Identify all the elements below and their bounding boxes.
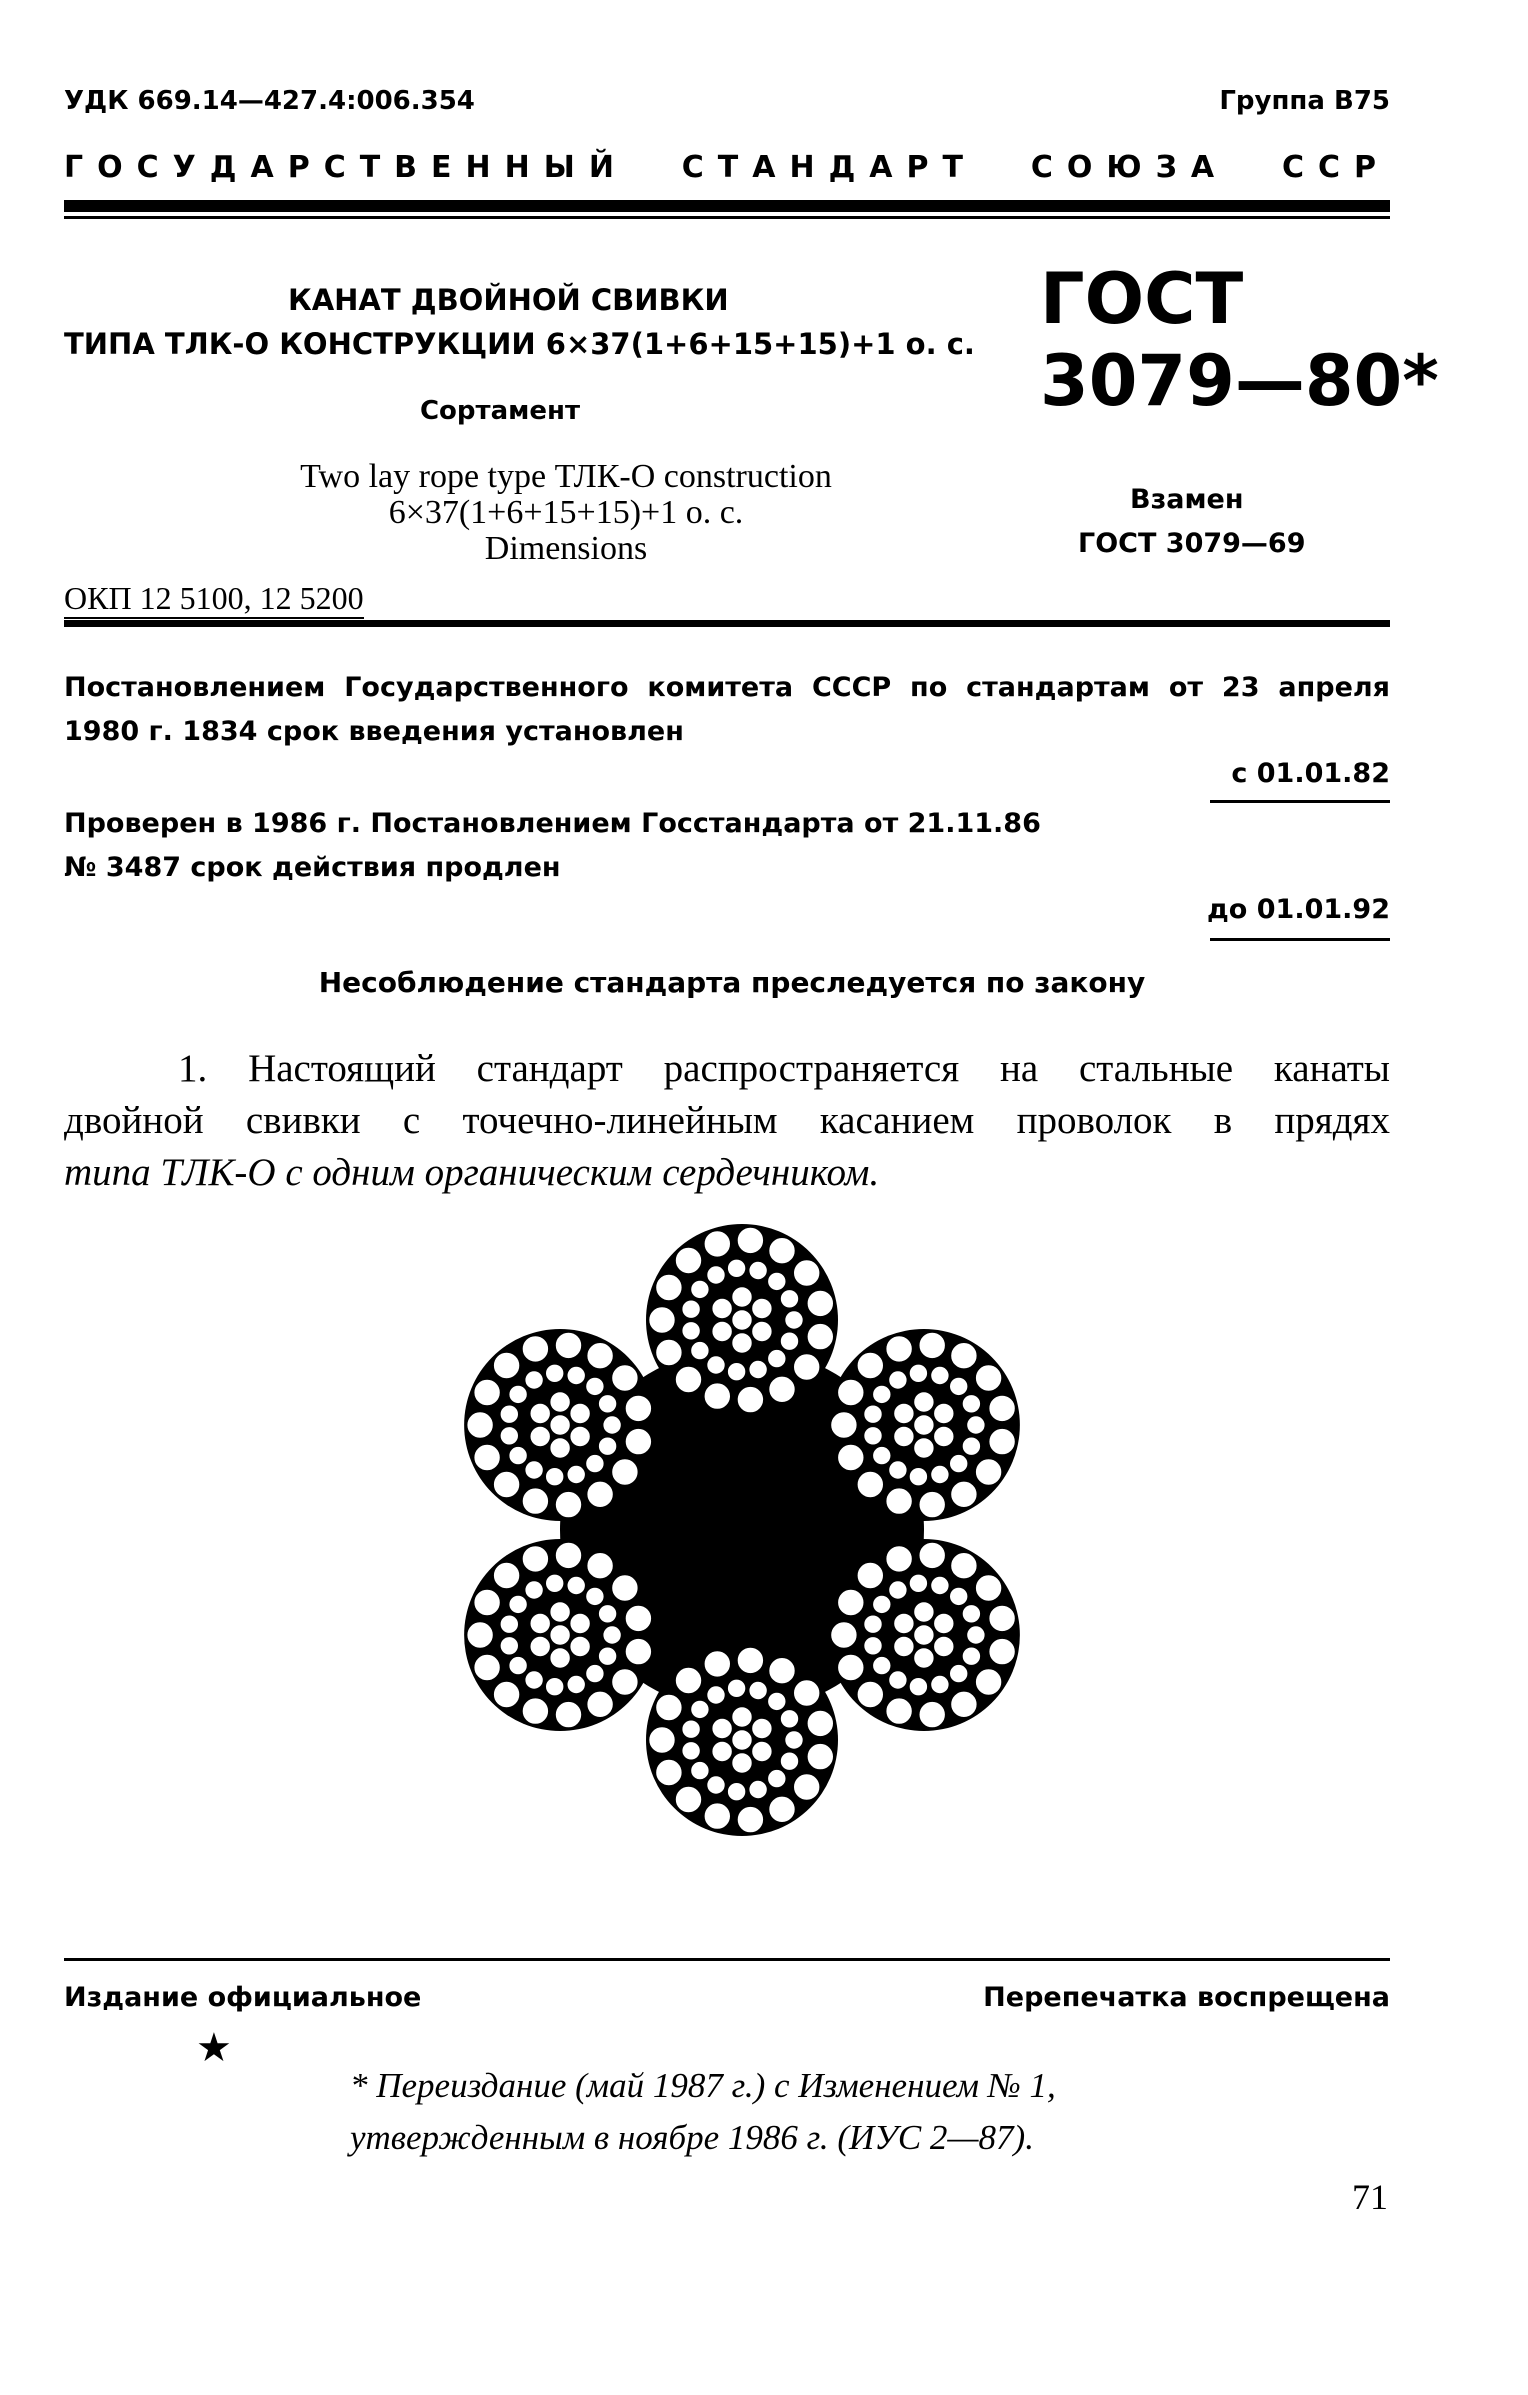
rope-wire — [837, 1444, 865, 1472]
state-standard-word: СОЮЗА — [1030, 150, 1229, 185]
rope-wire — [872, 1446, 892, 1466]
rope-wire — [555, 1331, 583, 1359]
rope-wire — [529, 1426, 551, 1448]
rope-wire — [675, 1366, 703, 1394]
rope-wire — [837, 1654, 865, 1682]
rope-wire — [524, 1460, 544, 1480]
top-thin-rule — [64, 216, 1390, 219]
rope-wire — [885, 1545, 913, 1573]
reprint-prohibited-label: Перепечатка воспрещена — [983, 1982, 1390, 2013]
rope-wire — [681, 1719, 701, 1739]
rope-wire — [863, 1404, 883, 1424]
rope-wire — [793, 1353, 821, 1381]
state-standard-word: СТАНДАРТ — [681, 150, 977, 185]
rope-wire — [521, 1545, 549, 1573]
rope-wire — [602, 1415, 622, 1435]
rope-wire — [736, 1386, 764, 1414]
rope-wire — [837, 1379, 865, 1407]
rope-wire — [549, 1391, 571, 1413]
rope-wire — [856, 1562, 884, 1590]
rope-wire — [706, 1685, 726, 1705]
rope-wire — [806, 1323, 834, 1351]
rope-wire — [681, 1299, 701, 1319]
rope-wire — [913, 1391, 935, 1413]
rope-wire — [499, 1426, 519, 1446]
rope-wire — [473, 1379, 501, 1407]
rope-wire — [933, 1613, 955, 1635]
rope-wire — [748, 1780, 768, 1800]
rope-wire — [566, 1576, 586, 1596]
rope-wire — [975, 1458, 1003, 1486]
rope-wire — [893, 1426, 915, 1448]
rope-wire — [586, 1480, 614, 1508]
rope-wire — [706, 1355, 726, 1375]
rope-wire — [508, 1384, 528, 1404]
rope-wire — [586, 1552, 614, 1580]
rope-wire — [806, 1743, 834, 1771]
page-number: 71 — [1352, 2177, 1388, 2217]
rope-wire — [549, 1624, 571, 1646]
rope-wire — [569, 1613, 591, 1635]
rope-wire — [949, 1586, 969, 1606]
middle-rule — [64, 620, 1390, 627]
rope-wire — [736, 1806, 764, 1834]
rope-wire — [473, 1444, 501, 1472]
rope-wire — [493, 1471, 521, 1499]
rope-wire — [863, 1614, 883, 1634]
rope-wire — [872, 1384, 892, 1404]
rope-wire — [508, 1656, 528, 1676]
rope-wire — [690, 1341, 710, 1361]
rope-wire — [961, 1604, 981, 1624]
udk-code: УДК 669.14—427.4:006.354 — [64, 86, 475, 116]
rope-wire — [806, 1709, 834, 1737]
rope-wire — [508, 1446, 528, 1466]
rope-wire — [493, 1681, 521, 1709]
rope-wire — [711, 1321, 733, 1343]
rope-wire — [521, 1335, 549, 1363]
rope-wire — [961, 1394, 981, 1414]
rope-wire — [837, 1589, 865, 1617]
rope-wire — [768, 1657, 796, 1685]
rope-strand — [646, 1644, 838, 1836]
rope-wire — [499, 1636, 519, 1656]
rope-wire — [569, 1636, 591, 1658]
state-standard-word: ССР — [1281, 150, 1390, 185]
rope-wire — [555, 1701, 583, 1729]
rope-wire — [780, 1751, 800, 1771]
sortament-subtitle: Сортамент — [419, 396, 581, 426]
rope-strand — [828, 1539, 1020, 1731]
rope-wire — [784, 1310, 804, 1330]
rope-wire — [918, 1491, 946, 1519]
rope-wire — [569, 1403, 591, 1425]
paragraph-1-line-1: 1. Настоящий стандарт распространяется на стальные канаты — [178, 1047, 1390, 1090]
rope-wire — [585, 1586, 605, 1606]
rope-wire — [473, 1654, 501, 1682]
replaces-value: ГОСТ 3079—69 — [1078, 528, 1306, 559]
gost-label: ГОСТ — [1040, 258, 1244, 340]
rope-wire — [648, 1306, 676, 1334]
rope-wire — [767, 1769, 787, 1789]
english-title-line-1: Two lay rope type ТЛК-О construction — [300, 458, 832, 495]
rope-wire — [611, 1574, 639, 1602]
rope-wire — [863, 1636, 883, 1656]
rope-wire — [950, 1480, 978, 1508]
replaces-label: Взамен — [1130, 484, 1244, 515]
rope-wire — [566, 1465, 586, 1485]
rope-wire — [655, 1759, 683, 1787]
rope-wire — [473, 1589, 501, 1617]
rope-wire — [711, 1298, 733, 1320]
rope-wire — [751, 1298, 773, 1320]
rope-wire — [893, 1613, 915, 1635]
rope-wire — [748, 1681, 768, 1701]
rope-wire — [703, 1650, 731, 1678]
rope-wire — [893, 1636, 915, 1658]
star-icon: ★ — [196, 2025, 232, 2070]
rope-wire — [966, 1625, 986, 1645]
rope-wire — [586, 1690, 614, 1718]
rope-wire — [918, 1541, 946, 1569]
rope-wire — [529, 1636, 551, 1658]
rope-wire — [711, 1741, 733, 1763]
rope-wire — [975, 1574, 1003, 1602]
rope-wire — [908, 1573, 928, 1593]
rope-wire — [624, 1604, 652, 1632]
checked-line-1: Проверен в 1986 г. Постановлением Госстандарта от 21.11.86 — [64, 808, 1041, 839]
rope-wire — [586, 1342, 614, 1370]
rope-wire — [602, 1625, 622, 1645]
rope-wire — [545, 1363, 565, 1383]
rope-wire — [793, 1679, 821, 1707]
rope-wire — [950, 1342, 978, 1370]
rope-wire — [598, 1394, 618, 1414]
rope-wire — [872, 1656, 892, 1676]
paragraph-1-line-2: двойной свивки с точечно-линейным касанием проволок в прядях — [64, 1099, 1390, 1142]
rope-wire — [767, 1691, 787, 1711]
rope-cross-section-figure — [432, 1190, 1052, 1870]
rope-wire — [885, 1697, 913, 1725]
rope-wire — [549, 1414, 571, 1436]
rope-wire — [988, 1638, 1016, 1666]
rope-wire — [933, 1426, 955, 1448]
rope-wire — [863, 1426, 883, 1446]
rope-wire — [499, 1614, 519, 1634]
rope-wire — [731, 1309, 753, 1331]
rope-wire — [655, 1694, 683, 1722]
rope-wire — [913, 1624, 935, 1646]
rope-wire — [598, 1646, 618, 1666]
rope-wire — [930, 1675, 950, 1695]
resolution-line-2: 1980 г. 1834 срок введения установлен — [64, 716, 684, 747]
rope-wire — [727, 1258, 747, 1278]
rope-wire — [545, 1467, 565, 1487]
rope-wire — [913, 1414, 935, 1436]
rope-wire — [780, 1331, 800, 1351]
rope-wire — [736, 1226, 764, 1254]
official-edition-label: Издание официальное — [64, 1982, 422, 2013]
rope-wire — [655, 1274, 683, 1302]
footnote-line-2: утвержденным в ноябре 1986 г. (ИУС 2—87). — [350, 2118, 1034, 2157]
rope-wire — [727, 1362, 747, 1382]
rope-wire — [872, 1594, 892, 1614]
rope-wire — [545, 1573, 565, 1593]
state-standard-heading — [64, 150, 1390, 185]
rope-wire — [767, 1271, 787, 1291]
rope-wire — [690, 1761, 710, 1781]
rope-wire — [748, 1360, 768, 1380]
rope-wire — [549, 1437, 571, 1459]
checked-line-2: № 3487 срок действия продлен — [64, 852, 561, 883]
rope-wire — [751, 1718, 773, 1740]
rope-wire — [598, 1436, 618, 1456]
rope-wire — [888, 1460, 908, 1480]
rope-wire — [524, 1370, 544, 1390]
rope-wire — [885, 1487, 913, 1515]
rope-wire — [731, 1706, 753, 1728]
rope-wire — [681, 1741, 701, 1761]
rope-wire — [611, 1668, 639, 1696]
rope-wire — [566, 1366, 586, 1386]
rope-wire — [611, 1364, 639, 1392]
rope-wire — [918, 1701, 946, 1729]
rope-wire — [888, 1580, 908, 1600]
rope-wire — [731, 1752, 753, 1774]
rope-wire — [555, 1541, 583, 1569]
rope-wire — [690, 1699, 710, 1719]
rope-wire — [585, 1376, 605, 1396]
rope-wire — [856, 1681, 884, 1709]
rope-wire — [830, 1621, 858, 1649]
rope-wire — [768, 1795, 796, 1823]
rope-wire — [966, 1415, 986, 1435]
rope-wire — [888, 1370, 908, 1390]
rope-wire — [555, 1491, 583, 1519]
rope-wire — [703, 1230, 731, 1258]
rope-wire — [466, 1621, 494, 1649]
rope-wire — [949, 1664, 969, 1684]
rope-wire — [768, 1375, 796, 1403]
rope-wire — [648, 1726, 676, 1754]
english-title-line-3: Dimensions — [484, 530, 648, 567]
date-until-underline — [1210, 938, 1390, 941]
rope-wire — [521, 1487, 549, 1515]
rope-wire — [988, 1604, 1016, 1632]
rope-wire — [624, 1428, 652, 1456]
rope-wire — [675, 1247, 703, 1275]
rope-wire — [949, 1376, 969, 1396]
rope-wire — [988, 1428, 1016, 1456]
rope-wire — [736, 1646, 764, 1674]
rope-wire — [731, 1729, 753, 1751]
rope-wire — [524, 1670, 544, 1690]
date-from-underline — [1210, 800, 1390, 803]
okp-code: ОКП 12 5100, 12 5200 — [64, 580, 364, 619]
gost-number: 3079—80* — [1040, 340, 1439, 422]
rope-wire — [706, 1265, 726, 1285]
top-thick-rule — [64, 200, 1390, 212]
rope-wire — [508, 1594, 528, 1614]
rope-wire — [793, 1259, 821, 1287]
rope-wire — [908, 1363, 928, 1383]
rope-wire — [949, 1454, 969, 1474]
rope-wire — [950, 1690, 978, 1718]
rope-wire — [885, 1335, 913, 1363]
rope-strand — [646, 1224, 838, 1416]
paragraph-1-line-3: типа ТЛК-О с одним органическим сердечником. — [64, 1151, 880, 1194]
rope-wire — [529, 1403, 551, 1425]
rope-wire — [930, 1576, 950, 1596]
rope-wire — [675, 1786, 703, 1814]
rope-wire — [961, 1436, 981, 1456]
rope-wire — [856, 1471, 884, 1499]
rope-wire — [908, 1467, 928, 1487]
legal-warning: Несоблюдение стандарта преследуется по закону — [318, 966, 1146, 999]
rope-wire — [731, 1286, 753, 1308]
rope-wire — [748, 1261, 768, 1281]
rope-wire — [499, 1404, 519, 1424]
rope-wire — [975, 1668, 1003, 1696]
rope-wire — [566, 1675, 586, 1695]
rope-wire — [703, 1802, 731, 1830]
rope-wire — [545, 1677, 565, 1697]
rope-wire — [524, 1580, 544, 1600]
date-from: с 01.01.82 — [1231, 758, 1390, 789]
rope-wire — [751, 1321, 773, 1343]
rope-wire — [767, 1349, 787, 1369]
rope-wire — [675, 1667, 703, 1695]
rope-wire — [585, 1664, 605, 1684]
rope-wire — [703, 1382, 731, 1410]
rope-wire — [624, 1638, 652, 1666]
rope-wire — [624, 1394, 652, 1422]
rope-wire — [780, 1289, 800, 1309]
rope-wire — [727, 1678, 747, 1698]
rope-wire — [706, 1775, 726, 1795]
rope-wire — [913, 1601, 935, 1623]
rope-wire — [549, 1601, 571, 1623]
rope-wire — [780, 1709, 800, 1729]
rope-wire — [784, 1730, 804, 1750]
document-title-line-1: КАНАТ ДВОЙНОЙ СВИВКИ — [288, 283, 729, 317]
bottom-rule — [64, 1958, 1390, 1961]
english-title-line-2: 6×37(1+6+15+15)+1 о. с. — [388, 494, 744, 531]
rope-wire — [655, 1339, 683, 1367]
rope-wire — [933, 1403, 955, 1425]
rope-wire — [918, 1331, 946, 1359]
rope-wire — [611, 1458, 639, 1486]
state-standard-word: ГОСУДАРСТВЕННЫЙ — [64, 150, 628, 185]
rope-wire — [793, 1773, 821, 1801]
document-title-line-2: ТИПА ТЛК-О КОНСТРУКЦИИ 6×37(1+6+15+15)+1 о. с. — [64, 327, 975, 361]
rope-wire — [913, 1437, 935, 1459]
rope-wire — [768, 1237, 796, 1265]
rope-wire — [681, 1321, 701, 1341]
rope-strand — [828, 1329, 1020, 1521]
rope-wire — [930, 1465, 950, 1485]
footnote-line-1: * Переиздание (май 1987 г.) с Изменением № 1, — [350, 2066, 1056, 2105]
rope-wire — [493, 1352, 521, 1380]
rope-wire — [913, 1647, 935, 1669]
rope-wire — [933, 1636, 955, 1658]
date-until: до 01.01.92 — [1207, 894, 1390, 925]
rope-wire — [529, 1613, 551, 1635]
rope-wire — [549, 1647, 571, 1669]
rope-wire — [961, 1646, 981, 1666]
rope-strand — [464, 1539, 656, 1731]
rope-wire — [930, 1366, 950, 1386]
group-code: Группа В75 — [1219, 86, 1390, 116]
rope-wire — [988, 1394, 1016, 1422]
rope-wire — [751, 1741, 773, 1763]
rope-wire — [521, 1697, 549, 1725]
rope-wire — [975, 1364, 1003, 1392]
rope-wire — [893, 1403, 915, 1425]
rope-wire — [908, 1677, 928, 1697]
rope-wire — [711, 1718, 733, 1740]
rope-strand — [464, 1329, 656, 1521]
rope-wire — [727, 1782, 747, 1802]
rope-wire — [585, 1454, 605, 1474]
rope-wire — [830, 1411, 858, 1439]
rope-wire — [569, 1426, 591, 1448]
rope-wire — [493, 1562, 521, 1590]
rope-wire — [806, 1289, 834, 1317]
rope-wire — [950, 1552, 978, 1580]
rope-wire — [466, 1411, 494, 1439]
resolution-line-1: Постановлением Государственного комитета СССР по стандартам от 23 апреля — [64, 672, 1390, 703]
rope-wire — [598, 1604, 618, 1624]
rope-wire — [731, 1332, 753, 1354]
rope-wire — [856, 1352, 884, 1380]
rope-wire — [888, 1670, 908, 1690]
rope-wire — [690, 1279, 710, 1299]
